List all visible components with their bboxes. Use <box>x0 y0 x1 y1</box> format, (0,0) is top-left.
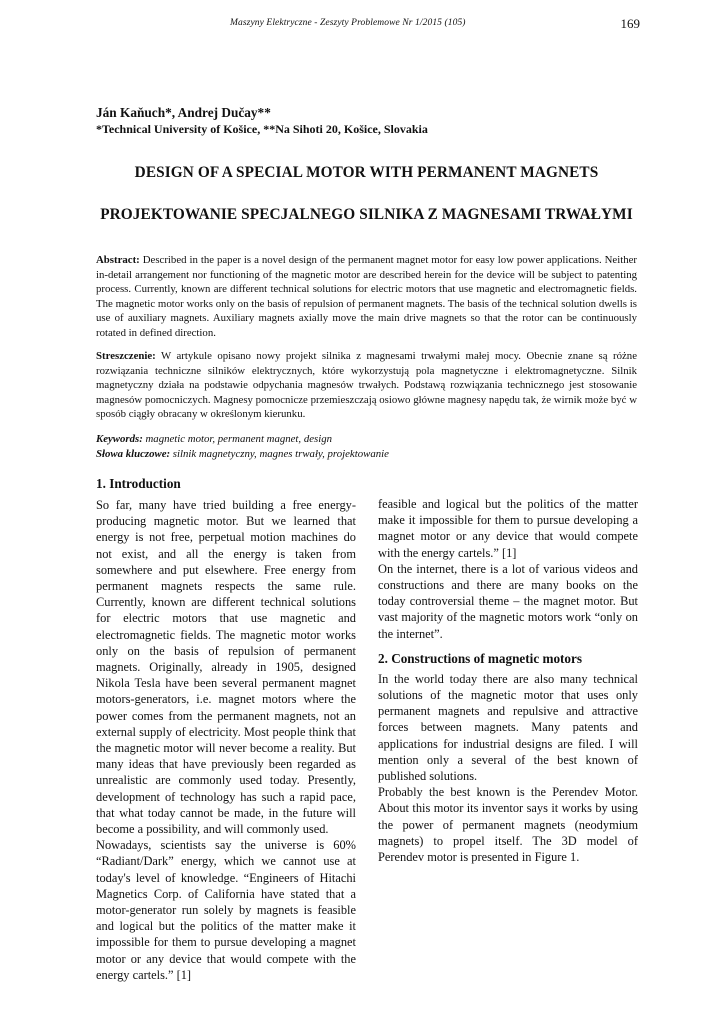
abstract-text: Described in the paper is a novel design of the permanent magnet motor for easy low power applications. Neither in-detail arrangement nor functioning of the magnetic motor are described herein for the device will be subject to patenting process. Currently, known are different technical solutions for electric motors that use magnetic and electromagnetic fields. The magnetic motor works only on the basis of repulsion of permanent magnets. The basis of the technical solution dwells is use of auxiliary magnets. Auxiliary magnets axially move the main drive magnets so that the rotor can be continuously rotated in defined direction. <box>96 254 638 339</box>
title-polish: PROJEKTOWANIE SPECJALNEGO SILNIKA Z MAGNESAMI TRWAŁYMI <box>100 206 633 223</box>
streszczenie <box>96 349 637 422</box>
keywords-block <box>96 432 637 461</box>
section-1-paragraph-2-continued: feasible and logical but the politics of the matter make it impossible for them to pursue developing a magnet motor or any device that would compete with the energy cartels.” [1] <box>378 497 638 560</box>
keywords-text: magnetic motor, permanent magnet, design <box>145 433 333 445</box>
column-left <box>96 476 356 982</box>
section-1-heading: 1. Introduction <box>96 476 181 491</box>
title-english: DESIGN OF A SPECIAL MOTOR WITH PERMANENT MAGNETS <box>134 164 599 181</box>
section-2-paragraph-2: Probably the best known is the Perendev Motor. About this motor its inventor says it works by using the power of permanent magnets (neodymium magnets) to propel itself. The 3D model of Perendev motor is presented in Figure 1. <box>378 785 638 865</box>
slowa-label: Słowa kluczowe: <box>96 447 171 460</box>
slowa-kluczowe <box>96 447 637 462</box>
section-1-paragraph-2: Nowadays, scientists say the universe is 60% “Radiant/Dark” energy, which we cannot use at today's level of knowledge. “Engineers of Hitachi Magnetics Corp. of California have stated that a motor-generator run solely by magnets is feasible and logical but the politics of the matter make it impossible for them to pursue developing a magnet motor or any device that would compete with the energy cartels.” [1] <box>96 838 356 982</box>
section-2-paragraph-1: In the world today there are also many technical solutions of the magnetic motor that uses only permanent magnets and repulsive and attractive forces between magnets. Many patents and applications for industrial designs are filed. I will mention only a several of the best known of published solutions. <box>378 671 638 784</box>
streszczenie-label: Streszczenie: <box>96 350 156 362</box>
keywords <box>96 432 637 447</box>
section-1-paragraph-1: So far, many have tried building a free energy-producing magnetic motor. But we learned that energy is not free, perpetual motion machines do not exist, and all the energy is taken from somewhere and put elsewhere. Free energy from permanent magnets respects the same rule. Currently, known are different technical solutions for electric motors that use magnetic and electromagnetic fields. The magnetic motor works only on the basis of repulsion of permanent magnets. Originally, already in 1905, designed Nikola Tesla have been several permanent magnet motors-generators, i.e. magnet motors where the power comes from the permanent magnets, not an external supply of electricity. Most people think that the magnetic motor will never become a reality. But many ideas that have previously been regarded as unrealistic are commonly used today. Presently, development of technology has such a rapid pace, that what today cannot be made, in the future will become a possibility, and will commonly used. <box>96 498 356 837</box>
column-right <box>378 496 638 865</box>
authors: Ján Kaňuch*, Andrej Dučay** <box>96 105 271 120</box>
section-2-heading: 2. Constructions of magnetic motors <box>378 650 583 666</box>
abstract <box>96 253 637 341</box>
streszczenie-text: W artykule opisano nowy projekt silnika z magnesami trwałymi małej mocy. Obecnie znane są różne rozwiązania techniczne silników elektrycznych, które wykorzystują pola magnetyczne i elektromagnetyczne. Silnik magnetyczny działa na podstawie odpychania magnesów trwałych. Podstawą rozwiązania technicznego jest stosowanie magnesów pomocniczych. Magnesy pomocnicze przemieszczają osiowo główne magnesy napędu tak, że wirnik może być w sposób ciągły obracany w określonym kierunku. <box>96 350 637 421</box>
slowa-text: silnik magnetyczny, magnes trwały, projektowanie <box>172 447 389 460</box>
journal-title: Maszyny Elektryczne - Zeszyty Problemowe Nr 1/2015 (105) <box>230 18 466 28</box>
section-1-paragraph-3: On the internet, there is a lot of various videos and constructions and there are many books on the today controversial theme – the magnet motor. But vast majority of the magnetic motors work “only on the internet”. <box>378 561 638 641</box>
page-number: 169 <box>620 16 640 31</box>
abstract-label: Abstract: <box>96 254 140 266</box>
keywords-label: Keywords: <box>96 433 143 445</box>
page-header <box>0 10 725 30</box>
affiliation: *Technical University of Košice, **Na Sihoti 20, Košice, Slovakia <box>96 122 428 136</box>
